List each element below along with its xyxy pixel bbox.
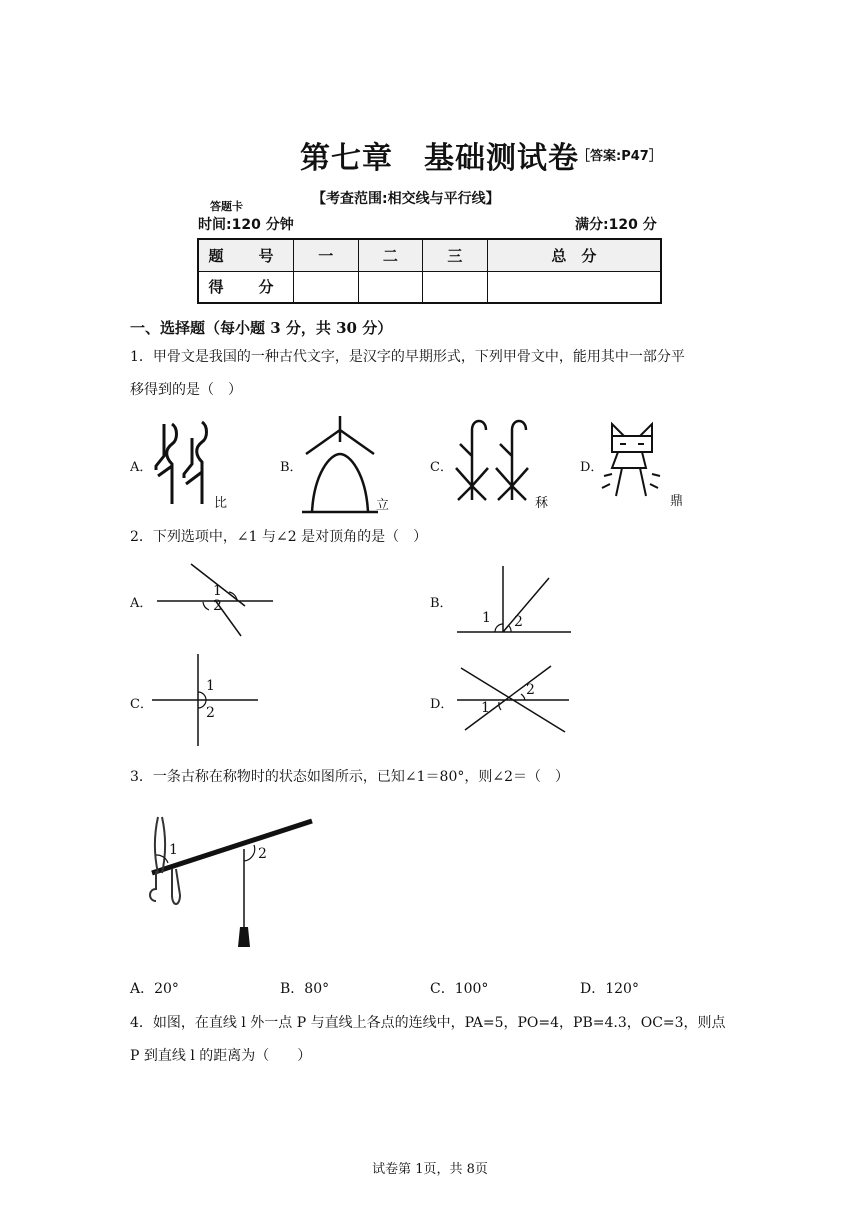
score-cell-part3: 三 [423, 239, 488, 271]
question-3-text: 3．一条古称在称物时的状态如图所示，已知∠1＝80°，则∠2＝（ ） [130, 769, 569, 785]
q3-option-b: B．80° [280, 981, 330, 997]
question-4-line-2: P 到直线 l 的距离为（ ） [130, 1048, 312, 1064]
q2-option-d-label: D． [430, 697, 454, 712]
score-input-cell[interactable] [423, 271, 488, 303]
full-score: 满分:120 分 [575, 217, 657, 233]
q3-option-a: A．20° [130, 981, 179, 997]
q1-caption-c: 秝 [535, 496, 549, 511]
q2-figure-c [150, 652, 262, 748]
q2-figure-d [455, 664, 580, 740]
score-cell-part1: 一 [294, 239, 359, 271]
q1-caption-d: 鼎 [670, 494, 684, 509]
oracle-glyph-ding [600, 422, 680, 502]
q2d-angle-2: 2 [526, 682, 535, 698]
score-cell-part2: 二 [358, 239, 423, 271]
score-table-score-row [198, 271, 661, 303]
q2c-angle-2: 2 [206, 705, 215, 721]
q2d-angle-1: 1 [481, 700, 490, 716]
page-footer: 试卷第 1页，共 8页 [372, 1162, 488, 1177]
q1-option-d-label: D． [580, 460, 604, 475]
steelyard-figure [140, 815, 320, 955]
score-row-label: 得 分 [198, 271, 294, 303]
q2a-angle-2: 2 [213, 598, 222, 614]
oracle-glyph-li-grain [452, 416, 542, 506]
time-limit: 时间:120 分钟 [198, 217, 294, 233]
answer-card-label: 答题卡 [210, 200, 243, 213]
page-title: 第七章 基础测试卷 [300, 141, 579, 176]
q3-angle-1-label: 1 [169, 842, 178, 858]
section-heading: 一、选择题（每小题 3 分，共 30 分） [130, 319, 393, 337]
score-input-cell[interactable] [487, 271, 661, 303]
question-4-line-1: 4．如图，在直线 l 外一点 P 与直线上各点的连线中，PA=5，PO=4，PB=4.3，OC=3，则点 [130, 1015, 726, 1031]
score-cell-total: 总 分 [487, 239, 661, 271]
q2c-angle-1: 1 [206, 678, 215, 694]
q1-caption-b: 立 [376, 498, 390, 513]
q2b-angle-1: 1 [482, 610, 491, 626]
q1-option-c-label: C． [430, 460, 453, 475]
q1-caption-a: 比 [214, 496, 228, 511]
q2-option-a-label: A． [130, 596, 153, 611]
q2b-angle-2: 2 [514, 614, 523, 630]
q2-option-c-label: C． [130, 697, 153, 712]
question-1-line-2: 移得到的是（ ） [130, 382, 242, 398]
q2-option-b-label: B． [430, 596, 453, 611]
score-input-cell[interactable] [358, 271, 423, 303]
score-cell-label: 题 号 [198, 239, 294, 271]
question-1-line-1: 1．甲骨文是我国的一种古代文字，是汉字的早期形式，下列甲骨文中，能用其中一部分平 [130, 349, 685, 365]
score-input-cell[interactable] [294, 271, 359, 303]
oracle-glyph-li [300, 414, 380, 514]
q2a-angle-1: 1 [213, 583, 222, 599]
q3-option-d: D．120° [580, 981, 639, 997]
answer-reference: ［答案:P47］ [577, 149, 662, 164]
question-2-text: 2．下列选项中，∠1 与∠2 是对顶角的是（ ） [130, 529, 428, 545]
q1-option-b-label: B． [280, 460, 303, 475]
q1-option-a-label: A． [130, 460, 153, 475]
score-table [197, 238, 662, 304]
q3-option-c: C．100° [430, 981, 489, 997]
exam-scope: 【考查范围:相交线与平行线】 [312, 191, 500, 207]
q3-angle-2-label: 2 [258, 846, 267, 862]
score-table-header-row [198, 239, 661, 271]
